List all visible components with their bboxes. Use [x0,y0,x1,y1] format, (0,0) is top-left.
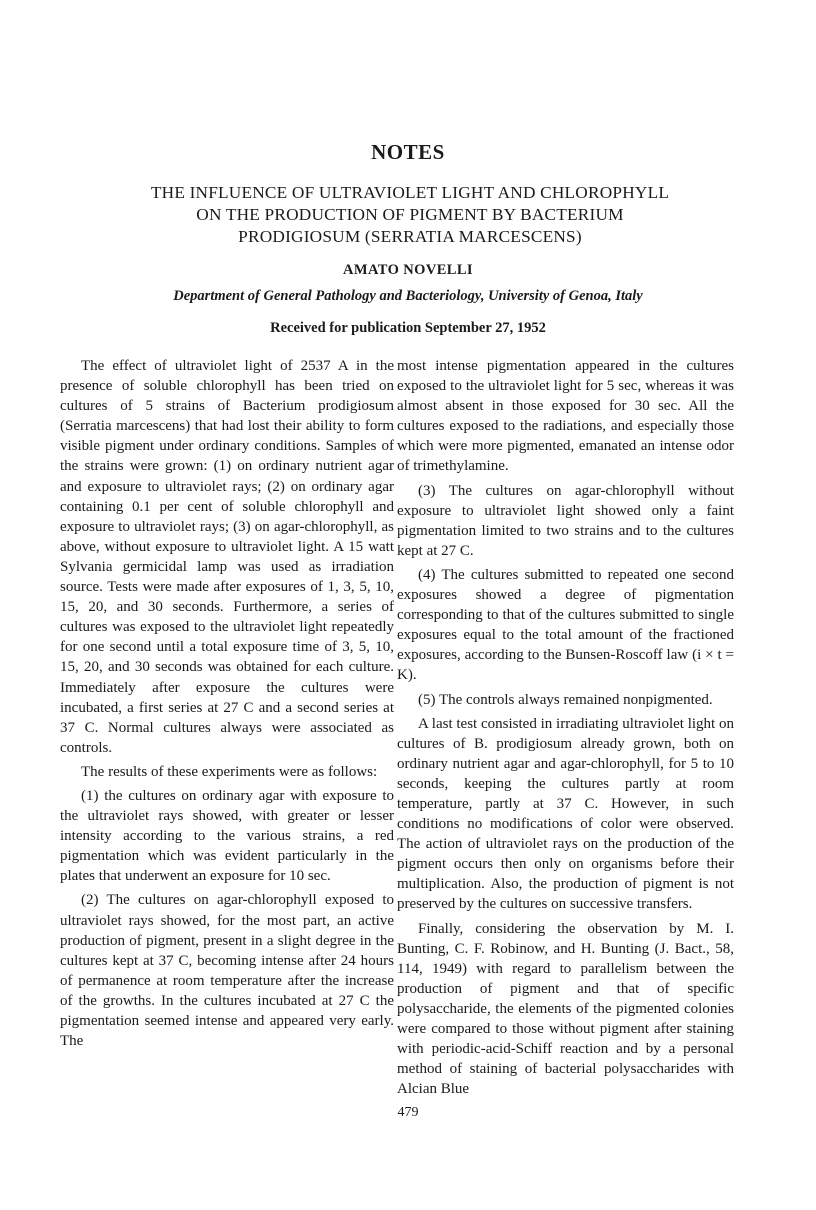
paragraph: (2) The cultures on agar-chlorophyll exposed to ultraviolet rays showed, for the most part, an active production of pigment, present in a slight degree in the cultures kept at 37 C, becoming intense after 24 hours of permanence at room temperature after the increase of the growths. In the cultures incubated at 27 C the pigmentation seemed intense and appeared very early. The [60,892,394,1050]
affiliation: Department of General Pathology and Bacteriology, University of Genoa, Italy [173,288,643,304]
left-column [60,356,394,1055]
paragraph: (1) the cultures on ordinary agar with exposure to the ultraviolet rays showed, with greater or lesser intensity according to the various strains, a red pigmentation which was evident particularly in the plates that underwent an exposure for 10 sec. [60,787,394,885]
paragraph: The effect of ultraviolet light of 2537 A in the presence of soluble chlorophyll has been tried on cultures of 5 strains of Bacterium prodigiosum (Serratia marcescens) that had lost their ability to form visible pigment under ordinary conditions. Samples of the strains were grown: (1) on ordinary nutrient agar and exposure to ultraviolet rays; (2) on ordinary agar containing 0.1 per cent of soluble chlorophyll and exposure to ultraviolet rays; (3) on agar-chlorophyll, as above, without exposure to ultraviolet light. A 15 watt Sylvania germicidal lamp was used as irradiation source. Tests were made after exposures of 1, 3, 5, 10, 15, 20, and 30 seconds. Furthermore, a series of cultures was exposed to the ultraviolet light repeatedly for one second until a total exposure time of 3, 5, 10, 15, 20, and 30 seconds was obtained for each culture. Immediately after exposure the cultures were incubated, a first series at 27 C and a second series at 37 C. Normal cultures always were associated as controls. [60,358,394,756]
received-date: Received for publication September 27, 1952 [270,320,546,336]
paragraph: (3) The cultures on agar-chlorophyll without exposure to ultraviolet light showed only a faint pigmentation limited to two strains and to the cultures kept at 27 C. [397,482,734,559]
section-label: NOTES [371,140,445,164]
right-column [397,356,734,1103]
author: AMATO NOVELLI [343,262,473,278]
paragraph: (5) The controls always remained nonpigmented. [418,691,713,708]
paragraph: (4) The cultures submitted to repeated one second exposures showed a degree of pigmentation corresponding to that of the cultures submitted to single exposures equal to the total amount of the fractioned exposures, according to the Bunsen-Roscoff law (i × t = K). [397,566,734,684]
page-number: 479 [397,1105,419,1120]
article-title [60,182,760,248]
paragraph: The results of these experiments were as follows: [81,763,378,780]
title-line: PRODIGIOSUM (SERRATIA MARCESCENS) [238,227,582,246]
title-line: THE INFLUENCE OF ULTRAVIOLET LIGHT AND CHLOROPHYLL [150,183,670,202]
paragraph: A last test consisted in irradiating ultraviolet light on cultures of B. prodigiosum already grown, both on ordinary nutrient agar and agar-chlorophyll, for 5 to 10 seconds, keeping the cultures partly at room temperature, partly at 37 C. However, in such conditions no modifications of color were observed. The action of ultraviolet rays on the production of the pigment occurs then only on organisms before their multiplication. Also, the production of pigment is not preserved by the cultures on successive transfers. [397,715,734,913]
paragraph: Finally, considering the observation by M. I. Bunting, C. F. Robinow, and H. Bunting (J. Bact., 58, 114, 1949) with regard to parallelism between the production of pigment and that of specific polysaccharide, the elements of the pigmented colonies were compared to those without pigment after staining with periodic-acid-Schiff reaction and by a personal method of staining of bacterial polysaccharides with Alcian Blue [397,920,734,1098]
paragraph: most intense pigmentation appeared in the cultures exposed to the ultraviolet light for 5 sec, whereas it was almost absent in those exposed for 30 sec. All the cultures exposed to the radiations, and especially those which were more pigmented, emanated an intense odor of trimethylamine. [397,358,734,475]
title-line: ON THE PRODUCTION OF PIGMENT BY BACTERIUM [196,205,624,224]
